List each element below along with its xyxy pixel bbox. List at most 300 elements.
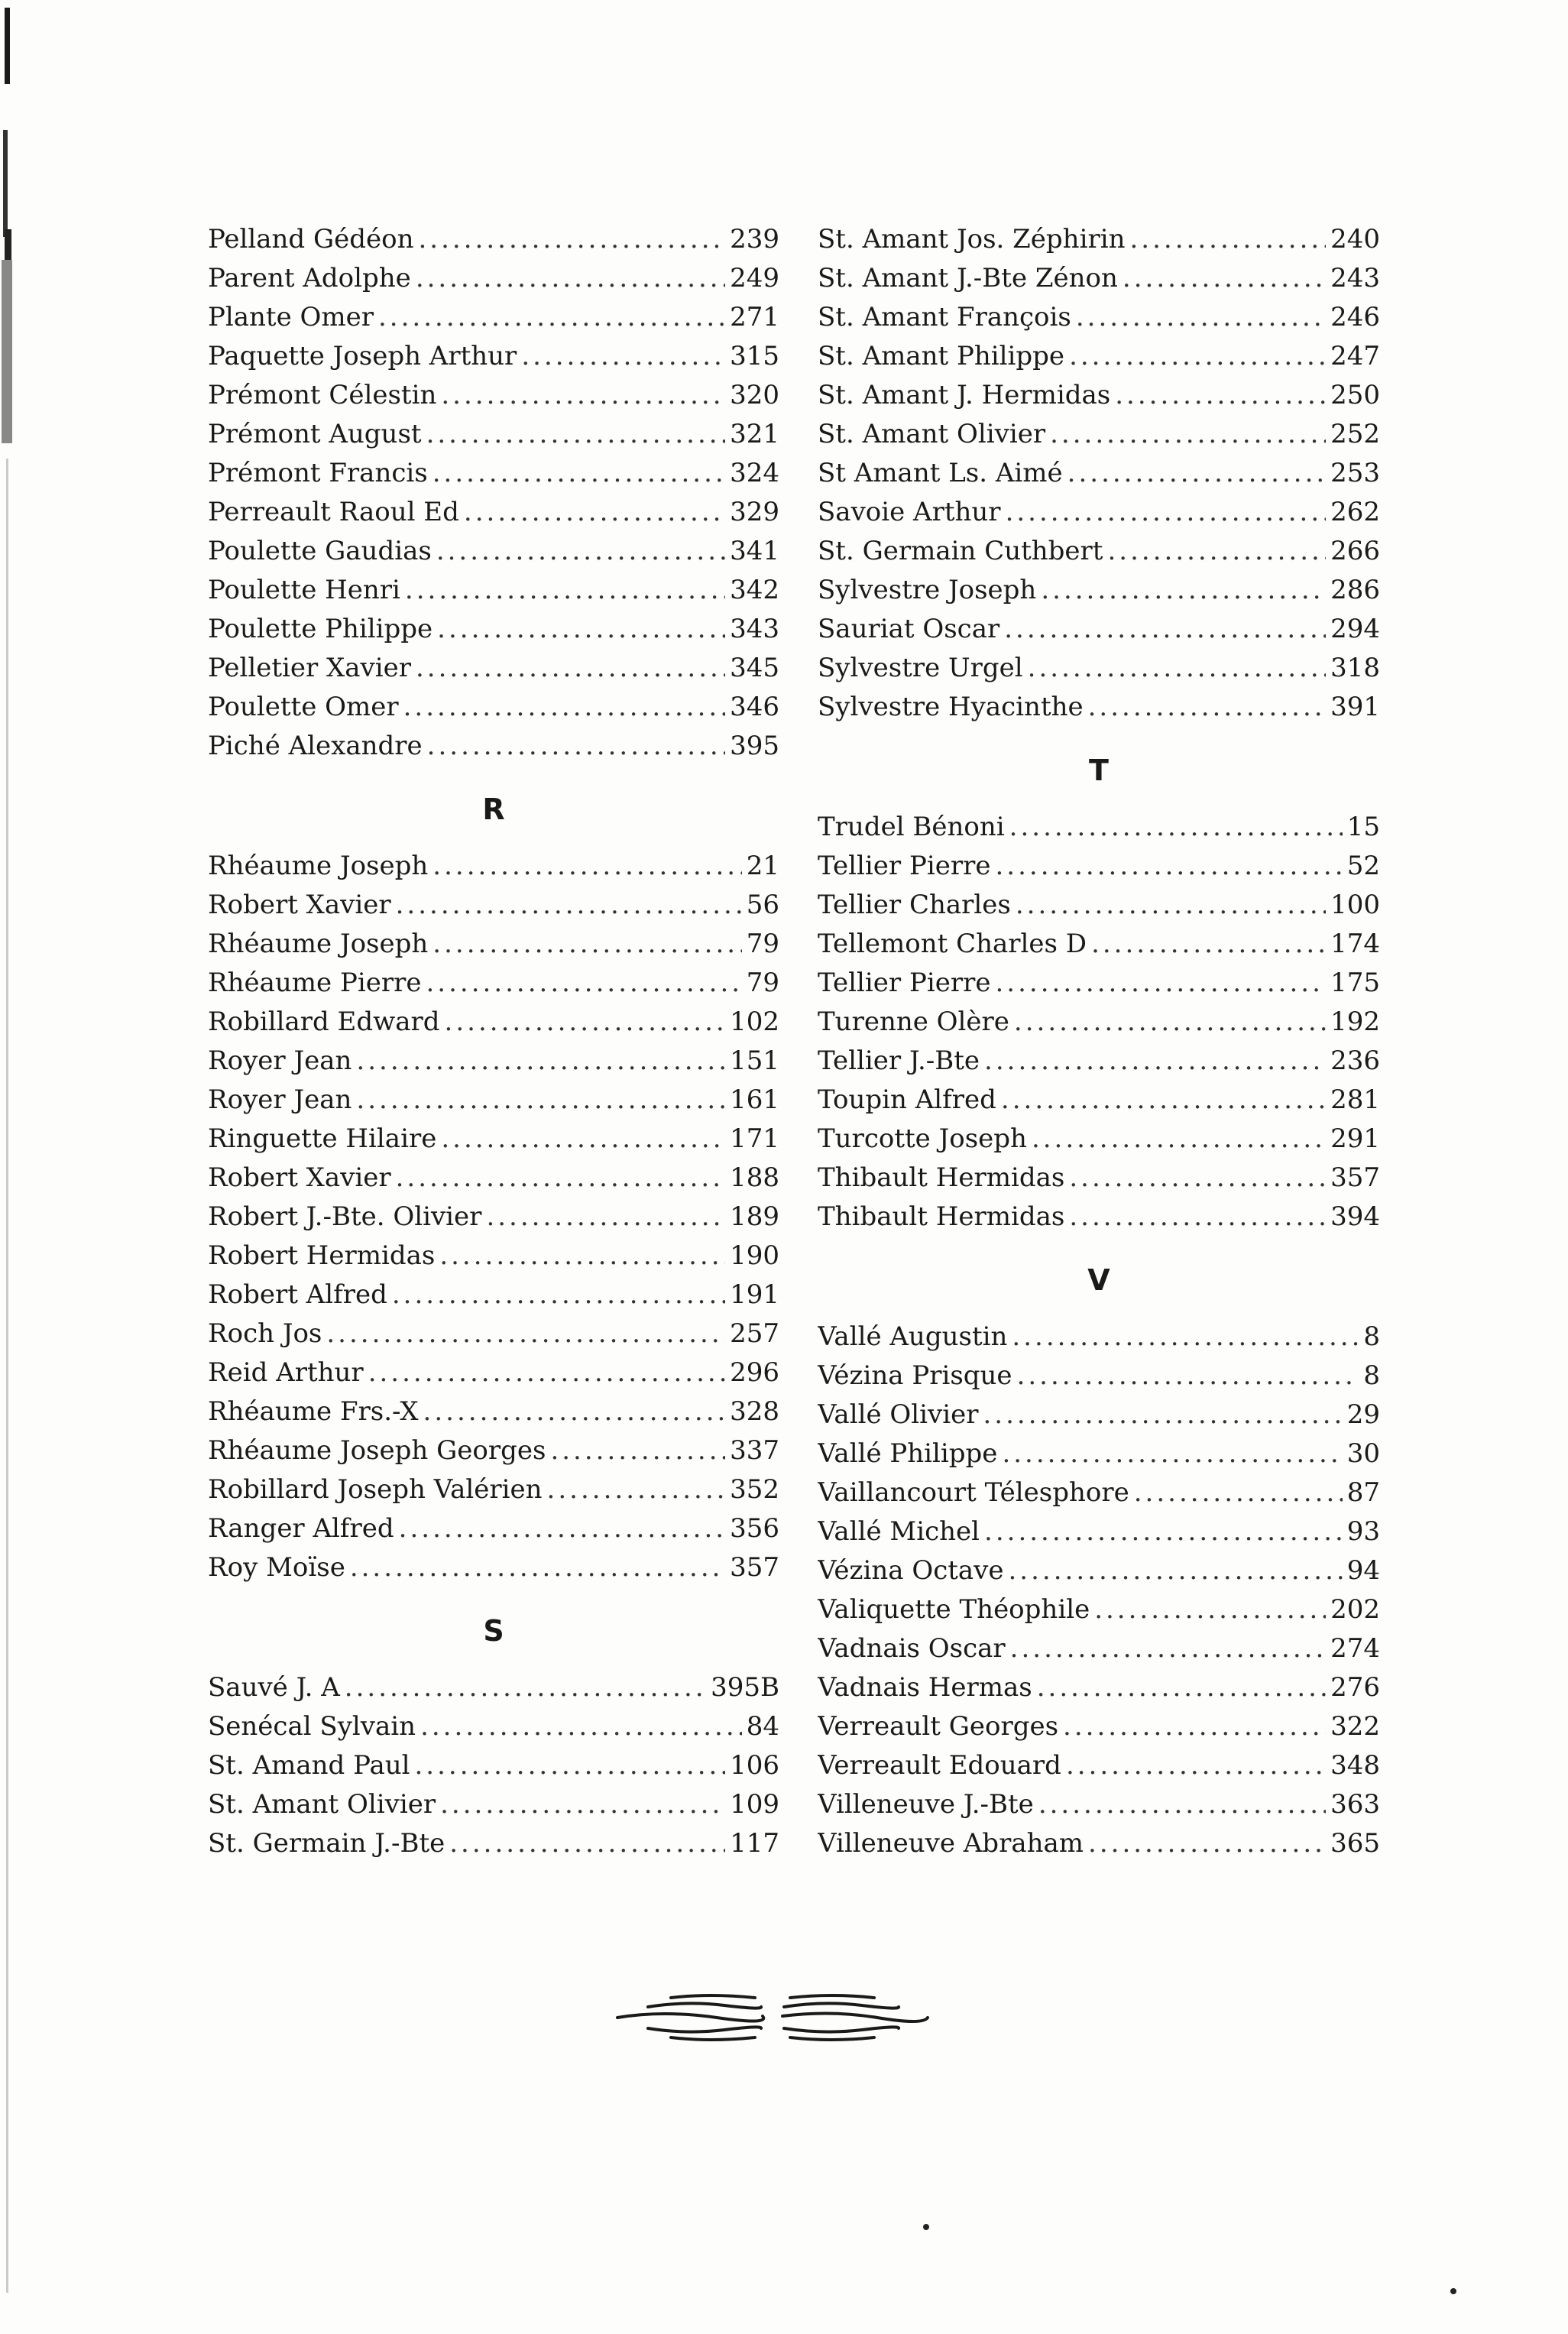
entry-page-number: 8: [1363, 1321, 1380, 1352]
left-column: [208, 220, 779, 1863]
entry-page-number: 250: [1330, 380, 1380, 410]
entry-page-number: 100: [1330, 890, 1380, 920]
index-entry: [208, 1314, 779, 1353]
dot-leader: [345, 1668, 706, 1707]
entry-page-number: 106: [730, 1750, 779, 1781]
dot-leader: [984, 1512, 1343, 1551]
index-entry: [208, 376, 779, 415]
entry-page-number: 52: [1346, 851, 1380, 881]
entry-page-number: 252: [1330, 419, 1380, 449]
index-entry: [818, 649, 1380, 688]
dot-leader: [1107, 532, 1326, 571]
entry-name: St. Germain Cuthbert: [818, 536, 1103, 566]
entry-page-number: 322: [1330, 1711, 1380, 1742]
entry-page-number: 240: [1330, 224, 1380, 254]
entry-name: Sylvestre Urgel: [818, 653, 1023, 683]
entry-name: Robert Hermidas: [208, 1240, 436, 1271]
entry-page-number: 391: [1330, 692, 1380, 722]
dot-leader: [1004, 610, 1326, 649]
entry-name: Villeneuve J.-Bte: [818, 1789, 1034, 1820]
dot-leader: [1041, 571, 1326, 610]
entry-name: Verreault Edouard: [818, 1750, 1061, 1781]
entry-page-number: 192: [1330, 1007, 1380, 1037]
dot-leader: [1012, 1318, 1359, 1357]
entry-page-number: 79: [746, 929, 779, 959]
dot-leader: [1123, 259, 1326, 298]
entry-name: St. Amant Olivier: [818, 419, 1046, 449]
dot-leader: [399, 1509, 725, 1548]
index-entry: [818, 1318, 1380, 1357]
entry-page-number: 296: [730, 1357, 779, 1388]
entry-page-number: 315: [730, 341, 779, 371]
entry-name: St. Amant Philippe: [818, 341, 1065, 371]
index-entry: [818, 1120, 1380, 1159]
index-entry: [208, 1353, 779, 1392]
entry-page-number: 29: [1346, 1399, 1380, 1430]
index-entry: [818, 1473, 1380, 1512]
entry-name: Parent Adolphe: [208, 263, 411, 293]
entry-page-number: 84: [746, 1711, 779, 1742]
index-entry: [818, 1629, 1380, 1668]
index-entry: [818, 1434, 1380, 1473]
entry-page-number: 102: [730, 1007, 779, 1037]
entry-name: St. Amant François: [818, 302, 1071, 332]
section-letter: S: [483, 1614, 504, 1648]
entry-name: Rhéaume Frs.-X: [208, 1396, 419, 1427]
index-entry: [208, 298, 779, 337]
dot-leader: [403, 688, 725, 727]
right-column: [818, 220, 1380, 1863]
entry-page-number: 318: [1330, 653, 1380, 683]
dot-leader: [405, 571, 725, 610]
entry-page-number: 190: [730, 1240, 779, 1271]
entry-name: Robert Xavier: [208, 1162, 391, 1193]
dot-leader: [550, 1431, 725, 1470]
dot-leader: [419, 220, 726, 259]
index-entry: [818, 1746, 1380, 1785]
index-entry: [208, 1824, 779, 1863]
entry-name: St Amant Ls. Aimé: [818, 458, 1063, 488]
entry-name: Poulette Philippe: [208, 614, 433, 644]
index-entry: [208, 925, 779, 964]
entry-name: Toupin Alfred: [818, 1084, 996, 1115]
index-entry: [208, 1198, 779, 1237]
entry-name: Vaillancourt Télesphore: [818, 1477, 1129, 1508]
entry-page-number: 239: [730, 224, 779, 254]
entry-page-number: 328: [730, 1396, 779, 1427]
index-entry: [208, 1081, 779, 1120]
entry-page-number: 171: [730, 1123, 779, 1154]
entry-page-number: 93: [1346, 1516, 1380, 1547]
entry-page-number: 321: [730, 419, 779, 449]
dot-leader: [439, 1237, 725, 1276]
entry-name: Sauriat Oscar: [818, 614, 1000, 644]
entry-page-number: 337: [730, 1435, 779, 1466]
entry-name: Senécal Sylvain: [208, 1711, 416, 1742]
index-entry: [818, 493, 1380, 532]
dot-leader: [1115, 376, 1326, 415]
index-entry: [818, 376, 1380, 415]
index-entry: [818, 1512, 1380, 1551]
index-entry: [208, 259, 779, 298]
entry-page-number: 21: [746, 851, 779, 881]
entry-page-number: 109: [730, 1789, 779, 1820]
index-entry: [208, 1470, 779, 1509]
dot-leader: [1032, 1120, 1326, 1159]
entry-page-number: 345: [730, 653, 779, 683]
entry-name: Poulette Omer: [208, 692, 399, 722]
dot-leader: [464, 493, 725, 532]
dot-leader: [1006, 493, 1327, 532]
index-entry: [818, 1707, 1380, 1746]
entry-page-number: 346: [730, 692, 779, 722]
entry-page-number: 188: [730, 1162, 779, 1193]
entry-page-number: 395: [730, 731, 779, 761]
index-entry: [818, 1042, 1380, 1081]
section-letter: T: [1089, 754, 1109, 787]
dot-leader: [440, 1785, 725, 1824]
index-entry: [208, 1707, 779, 1746]
dot-leader: [1088, 1824, 1326, 1863]
entry-page-number: 30: [1346, 1438, 1380, 1469]
dot-leader: [1094, 1590, 1326, 1629]
entry-name: Vézina Prisque: [818, 1360, 1012, 1391]
entry-page-number: 324: [730, 458, 779, 488]
entry-name: Rhéaume Joseph: [208, 929, 429, 959]
dot-leader: [396, 1159, 725, 1198]
entry-name: Turenne Olère: [818, 1007, 1009, 1037]
index-entry: [208, 1159, 779, 1198]
dot-leader: [1069, 337, 1326, 376]
entry-page-number: 274: [1330, 1633, 1380, 1664]
index-entry: [208, 610, 779, 649]
index-entry: [818, 454, 1380, 493]
entry-page-number: 257: [730, 1318, 779, 1349]
entry-name: St. Amant Jos. Zéphirin: [818, 224, 1126, 254]
entry-name: St. Amant J. Hermidas: [818, 380, 1111, 410]
entry-page-number: 276: [1330, 1672, 1380, 1703]
index-entry: [818, 1785, 1380, 1824]
index-entry: [208, 571, 779, 610]
index-entry: [818, 1159, 1380, 1198]
dot-leader: [423, 1392, 726, 1431]
dot-leader: [368, 1353, 725, 1392]
index-entry: [818, 1590, 1380, 1629]
index-entry: [818, 1081, 1380, 1120]
dot-leader: [437, 610, 725, 649]
section-letter: V: [1087, 1263, 1110, 1297]
index-entry: [818, 1824, 1380, 1863]
entry-name: St. Amand Paul: [208, 1750, 410, 1781]
index-entry: [818, 298, 1380, 337]
dot-leader: [1050, 415, 1326, 454]
entry-name: Verreault Georges: [818, 1711, 1059, 1742]
entry-name: Villeneuve Abraham: [818, 1828, 1084, 1859]
entry-name: Tellier Pierre: [818, 968, 991, 998]
index-entry: [208, 532, 779, 571]
entry-page-number: 262: [1330, 497, 1380, 527]
entry-name: Vallé Michel: [818, 1516, 980, 1547]
entry-name: Tellier Pierre: [818, 851, 991, 881]
index-entry: [208, 1668, 779, 1707]
index-entry: [818, 1198, 1380, 1237]
dot-leader: [436, 532, 725, 571]
index-entry: [818, 925, 1380, 964]
index-entry: [818, 1357, 1380, 1396]
entry-name: Reid Arthur: [208, 1357, 364, 1388]
stray-mark: [1450, 2288, 1456, 2294]
dot-leader: [415, 1746, 726, 1785]
dot-leader: [984, 1042, 1326, 1081]
dot-leader: [1069, 1159, 1326, 1198]
index-entry: [818, 688, 1380, 727]
entry-page-number: 56: [746, 890, 779, 920]
index-entry: [818, 571, 1380, 610]
index-entry: [208, 1431, 779, 1470]
entry-name: Rhéaume Joseph Georges: [208, 1435, 546, 1466]
index-entry: [818, 1396, 1380, 1434]
entry-page-number: 202: [1330, 1594, 1380, 1625]
index-entry: [818, 532, 1380, 571]
entry-page-number: 253: [1330, 458, 1380, 488]
index-entry: [208, 1548, 779, 1587]
entry-page-number: 291: [1330, 1123, 1380, 1154]
dot-leader: [1069, 1198, 1326, 1237]
dot-leader: [426, 415, 726, 454]
dot-leader: [1001, 1081, 1326, 1120]
dot-leader: [1002, 1434, 1342, 1473]
entry-name: Vézina Octave: [818, 1555, 1004, 1586]
entry-page-number: 320: [730, 380, 779, 410]
entry-page-number: 191: [730, 1279, 779, 1310]
index-entry: [208, 649, 779, 688]
entry-name: Thibault Hermidas: [818, 1201, 1065, 1232]
index-entry: [818, 259, 1380, 298]
entry-name: Vadnais Oscar: [818, 1633, 1006, 1664]
entry-page-number: 363: [1330, 1789, 1380, 1820]
dot-leader: [1067, 454, 1326, 493]
entry-page-number: 247: [1330, 341, 1380, 371]
dot-leader: [1129, 220, 1326, 259]
entry-name: Vadnais Hermas: [818, 1672, 1032, 1703]
entry-name: Prémont Francis: [208, 458, 428, 488]
entry-name: Valiquette Théophile: [818, 1594, 1090, 1625]
entry-name: Plante Omer: [208, 302, 374, 332]
entry-name: Sauvé J. A: [208, 1672, 340, 1703]
entry-page-number: 343: [730, 614, 779, 644]
entry-page-number: 329: [730, 497, 779, 527]
entry-page-number: 79: [746, 968, 779, 998]
dot-leader: [1016, 886, 1326, 925]
entry-name: Thibault Hermidas: [818, 1162, 1065, 1193]
index-entry: [818, 1551, 1380, 1590]
index-entry: [208, 1042, 779, 1081]
dot-leader: [521, 337, 725, 376]
index-entry: [208, 727, 779, 766]
index-entry: [208, 1003, 779, 1042]
entry-name: Perreault Raoul Ed: [208, 497, 459, 527]
entry-name: Sylvestre Joseph: [818, 575, 1037, 605]
entry-name: Rhéaume Joseph: [208, 851, 429, 881]
dot-leader: [445, 1003, 726, 1042]
entry-name: Prémont August: [208, 419, 422, 449]
dot-leader: [432, 847, 741, 886]
index-entry: [208, 688, 779, 727]
entry-page-number: 352: [730, 1474, 779, 1505]
entry-page-number: 246: [1330, 302, 1380, 332]
index-entry: [818, 1003, 1380, 1042]
dot-leader: [1010, 1629, 1326, 1668]
entry-page-number: 174: [1330, 929, 1380, 959]
index-entry: [208, 886, 779, 925]
dot-leader: [449, 1824, 725, 1863]
dot-leader: [427, 727, 725, 766]
entry-name: Robillard Edward: [208, 1007, 440, 1037]
index-entry: [818, 415, 1380, 454]
entry-name: Turcotte Joseph: [818, 1123, 1027, 1154]
index-entry: [208, 220, 779, 259]
dot-leader: [1028, 649, 1326, 688]
dot-leader: [1091, 925, 1326, 964]
entry-name: Poulette Gaudias: [208, 536, 432, 566]
index-entry: [818, 847, 1380, 886]
dot-leader: [441, 376, 725, 415]
section-letter: R: [482, 793, 505, 826]
entry-name: Poulette Henri: [208, 575, 400, 605]
entry-page-number: 15: [1346, 812, 1380, 842]
index-entry: [818, 1668, 1380, 1707]
index-entry: [208, 493, 779, 532]
dot-leader: [1009, 1551, 1343, 1590]
index-entry: [818, 610, 1380, 649]
entry-name: Royer Jean: [208, 1045, 352, 1076]
dot-leader: [392, 1276, 725, 1314]
entry-page-number: 281: [1330, 1084, 1380, 1115]
entry-page-number: 8: [1363, 1360, 1380, 1391]
entry-page-number: 117: [730, 1828, 779, 1859]
entry-page-number: 342: [730, 575, 779, 605]
index-entry: [208, 1746, 779, 1785]
entry-name: Tellier Charles: [818, 890, 1011, 920]
entry-name: Prémont Célestin: [208, 380, 437, 410]
dot-leader: [432, 454, 725, 493]
dot-leader: [416, 259, 725, 298]
entry-page-number: 394: [1330, 1201, 1380, 1232]
index-entry: [208, 454, 779, 493]
entry-name: Sylvestre Hyacinthe: [818, 692, 1084, 722]
index-entry: [208, 1509, 779, 1548]
dot-leader: [1038, 1785, 1326, 1824]
dot-leader: [432, 925, 741, 964]
index-entry: [818, 337, 1380, 376]
entry-page-number: 271: [730, 302, 779, 332]
dot-leader: [420, 1707, 742, 1746]
dot-leader: [1088, 688, 1326, 727]
dot-leader: [378, 298, 725, 337]
entry-page-number: 348: [1330, 1750, 1380, 1781]
index-entry: [208, 847, 779, 886]
entry-page-number: 249: [730, 263, 779, 293]
entry-name: St. Amant J.-Bte Zénon: [818, 263, 1118, 293]
entry-name: Savoie Arthur: [818, 497, 1001, 527]
index-entry: [208, 1120, 779, 1159]
entry-name: Robert Alfred: [208, 1279, 387, 1310]
entry-name: Ranger Alfred: [208, 1513, 394, 1544]
dot-leader: [396, 886, 742, 925]
dot-leader: [1076, 298, 1326, 337]
entry-name: Robillard Joseph Valérien: [208, 1474, 543, 1505]
entry-name: Paquette Joseph Arthur: [208, 341, 517, 371]
entry-name: Vallé Augustin: [818, 1321, 1008, 1352]
entry-name: Roy Moïse: [208, 1552, 345, 1583]
scanned-binding-edge: [0, 0, 26, 2331]
dot-leader: [356, 1042, 725, 1081]
dot-leader: [356, 1081, 725, 1120]
entry-name: Ringuette Hilaire: [208, 1123, 437, 1154]
entry-name: Vallé Philippe: [818, 1438, 998, 1469]
entry-page-number: 243: [1330, 263, 1380, 293]
entry-page-number: 395B: [711, 1672, 779, 1703]
dot-leader: [1017, 1357, 1359, 1396]
dot-leader: [1037, 1668, 1326, 1707]
entry-page-number: 294: [1330, 614, 1380, 644]
index-entry: [208, 1276, 779, 1314]
entry-name: Pelletier Xavier: [208, 653, 411, 683]
entry-page-number: 286: [1330, 575, 1380, 605]
entry-name: Tellemont Charles D: [818, 929, 1087, 959]
entry-name: Piché Alexandre: [208, 731, 423, 761]
entry-page-number: 236: [1330, 1045, 1380, 1076]
dot-leader: [1014, 1003, 1326, 1042]
dot-leader: [486, 1198, 725, 1237]
dot-leader: [1063, 1707, 1326, 1746]
entry-name: Vallé Olivier: [818, 1399, 979, 1430]
entry-name: Rhéaume Pierre: [208, 968, 422, 998]
dot-leader: [326, 1314, 725, 1353]
entry-page-number: 175: [1330, 968, 1380, 998]
entry-page-number: 357: [1330, 1162, 1380, 1193]
decorative-ornament: [602, 1987, 943, 2048]
entry-page-number: 94: [1346, 1555, 1380, 1586]
index-entry: [818, 964, 1380, 1003]
index-entry: [208, 337, 779, 376]
index-entry: [818, 808, 1380, 847]
entry-name: Roch Jos: [208, 1318, 322, 1349]
dot-leader: [426, 964, 741, 1003]
entry-page-number: 189: [730, 1201, 779, 1232]
entry-page-number: 356: [730, 1513, 779, 1544]
dot-leader: [1066, 1746, 1326, 1785]
index-entry: [818, 220, 1380, 259]
entry-name: Pelland Gédéon: [208, 224, 414, 254]
entry-name: Trudel Bénoni: [818, 812, 1005, 842]
index-entry: [208, 1785, 779, 1824]
entry-page-number: 151: [730, 1045, 779, 1076]
index-entry: [208, 1237, 779, 1276]
entry-page-number: 365: [1330, 1828, 1380, 1859]
index-entry: [208, 1392, 779, 1431]
entry-page-number: 161: [730, 1084, 779, 1115]
entry-page-number: 87: [1346, 1477, 1380, 1508]
index-entry: [818, 886, 1380, 925]
entry-name: St. Germain J.-Bte: [208, 1828, 445, 1859]
entry-name: Robert Xavier: [208, 890, 391, 920]
dot-leader: [1009, 808, 1343, 847]
index-entry: [208, 415, 779, 454]
dot-leader: [995, 847, 1342, 886]
dot-leader: [547, 1470, 726, 1509]
dot-leader: [441, 1120, 725, 1159]
